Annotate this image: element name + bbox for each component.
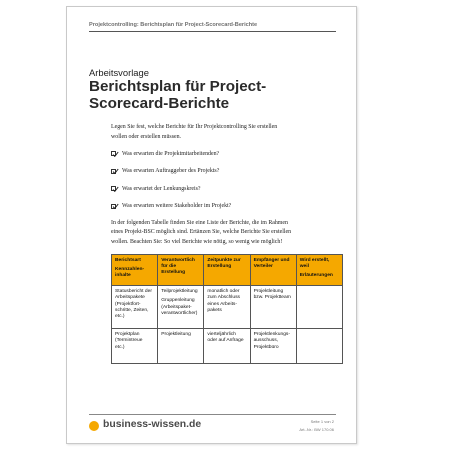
cell-text: Projektleitung bbox=[161, 332, 191, 337]
question-checklist bbox=[111, 151, 331, 221]
header-text: inhalte bbox=[115, 273, 131, 279]
header-text: Verteiler bbox=[253, 263, 273, 269]
cell-text: zum Abschluss bbox=[207, 295, 240, 301]
cell-text: Projektplan bbox=[115, 332, 140, 337]
checklist-item-label: Was erwarten Auftraggeber des Projekts? bbox=[122, 168, 220, 174]
table-row bbox=[112, 286, 343, 329]
header-text: für die bbox=[161, 263, 177, 269]
cell-text: vierteljährlich bbox=[207, 332, 236, 337]
column-header-report-type bbox=[112, 255, 158, 286]
column-header-responsible bbox=[158, 255, 204, 286]
header-text: Wird erstellt, bbox=[299, 257, 330, 263]
cell-text: oder auf Anfrage bbox=[207, 338, 244, 344]
paragraph-line: In der folgenden Tabelle finden Sie eine Liste der Berichte, die im Rahmen bbox=[111, 220, 288, 226]
table-intro-paragraph bbox=[111, 219, 341, 247]
table-cell[interactable] bbox=[204, 329, 250, 364]
cell-text: Projektleitung bbox=[253, 289, 284, 294]
title-line-1: Berichtsplan für Project- bbox=[89, 78, 267, 95]
header-text: Verantwortlich bbox=[161, 257, 195, 263]
paragraph-line: eines Projekt-BSC möglich sind. Ertänzen Sie, welche Berichte Sie erstellen bbox=[111, 229, 292, 236]
cell-text: Gruppenleitung bbox=[161, 298, 195, 304]
header-text: Zeitpunkte zur bbox=[207, 257, 241, 263]
column-header-reason bbox=[296, 255, 342, 286]
table-cell[interactable] bbox=[158, 329, 204, 364]
checklist-item[interactable] bbox=[111, 186, 331, 204]
article-number: Art.-Nr.: BW 170.06 bbox=[299, 427, 334, 432]
document-subtitle: Arbeitsvorlage bbox=[89, 67, 149, 78]
cell-text: etc.) bbox=[115, 314, 125, 320]
cell-text: ausschuss, bbox=[253, 338, 279, 344]
paragraph-line: wollen. Beachten Sie: So viel Berichte wie nötig, so wenig wie möglich! bbox=[111, 238, 283, 245]
title-line-2: Scorecard-Berichte bbox=[89, 95, 230, 112]
table-cell[interactable] bbox=[158, 286, 204, 329]
logo-dot-icon bbox=[89, 421, 99, 431]
cell-text: Teilprojektleitung bbox=[161, 289, 198, 294]
cell-text: bzw. Projektteam bbox=[253, 295, 291, 301]
checklist-item-label: Was erwartet der Lenkungskreis? bbox=[122, 185, 201, 192]
table-cell[interactable] bbox=[112, 329, 158, 364]
footer-divider bbox=[89, 414, 336, 415]
cell-text: Statusbericht der bbox=[115, 289, 152, 294]
checklist-item-label: Was erwarten die Projektmitarbeitenden? bbox=[122, 150, 220, 157]
table-header-row bbox=[112, 255, 343, 286]
column-header-recipients bbox=[250, 255, 296, 286]
header-text: Empfänger und bbox=[253, 257, 290, 263]
intro-line: wollen oder erstellen müssen. bbox=[111, 133, 182, 140]
header-text: Erstellung bbox=[207, 263, 232, 269]
table-cell[interactable] bbox=[112, 286, 158, 329]
checklist-item[interactable] bbox=[111, 169, 331, 187]
cell-text: monatlich oder bbox=[207, 289, 240, 294]
table-cell[interactable] bbox=[204, 286, 250, 329]
cell-text: (Arbeitspaket- bbox=[161, 304, 192, 310]
report-plan-table bbox=[111, 254, 343, 364]
table-cell[interactable] bbox=[250, 286, 296, 329]
cell-text: Projektlenkungs- bbox=[253, 332, 290, 337]
table-cell-empty[interactable] bbox=[296, 329, 342, 364]
checked-checkbox-icon[interactable] bbox=[111, 151, 116, 156]
document-title bbox=[89, 78, 339, 112]
header-text: Erläuterungen bbox=[299, 273, 333, 279]
running-header: Projektcontrolling: Berichtsplan für Project-Scorecard-Berichte bbox=[89, 22, 336, 32]
checklist-item-label: Was erwarten weitere Stakeholder im Projekt? bbox=[122, 203, 232, 209]
cell-text: etc.) bbox=[115, 344, 125, 350]
checked-checkbox-icon[interactable] bbox=[111, 204, 116, 209]
column-header-timing bbox=[204, 255, 250, 286]
cell-text: schritte, Zeiten, bbox=[115, 307, 149, 313]
table-row bbox=[112, 329, 343, 364]
table-cell-empty[interactable] bbox=[296, 286, 342, 329]
cell-text: (Termintreue bbox=[115, 338, 143, 344]
header-text: Berichtsart bbox=[115, 257, 141, 263]
cell-text: Arbeitspakete bbox=[115, 295, 145, 301]
cell-text: (Projektfort- bbox=[115, 301, 141, 307]
header-text: Kennzahlen- bbox=[115, 266, 145, 272]
brand-logo-text: business-wissen.de bbox=[103, 419, 202, 430]
intro-line: Legen Sie fest, welche Berichte für Ihr Projektcontrolling Sie erstellen bbox=[111, 124, 278, 130]
cell-text: Projektbüro bbox=[253, 344, 279, 350]
cell-text: verantwortlicher) bbox=[161, 310, 198, 316]
intro-paragraph bbox=[111, 123, 311, 142]
document-page bbox=[66, 6, 357, 444]
table-cell[interactable] bbox=[250, 329, 296, 364]
cell-text: pakets bbox=[207, 307, 222, 313]
header-text: Erstellung bbox=[161, 270, 186, 276]
cell-text: eines Arbeits- bbox=[207, 301, 238, 307]
checked-checkbox-icon[interactable] bbox=[111, 186, 116, 191]
page-number: Seite 1 von 2 bbox=[310, 419, 334, 424]
checklist-item[interactable] bbox=[111, 151, 331, 169]
header-text: weil bbox=[299, 263, 309, 269]
checked-checkbox-icon[interactable] bbox=[111, 169, 116, 174]
